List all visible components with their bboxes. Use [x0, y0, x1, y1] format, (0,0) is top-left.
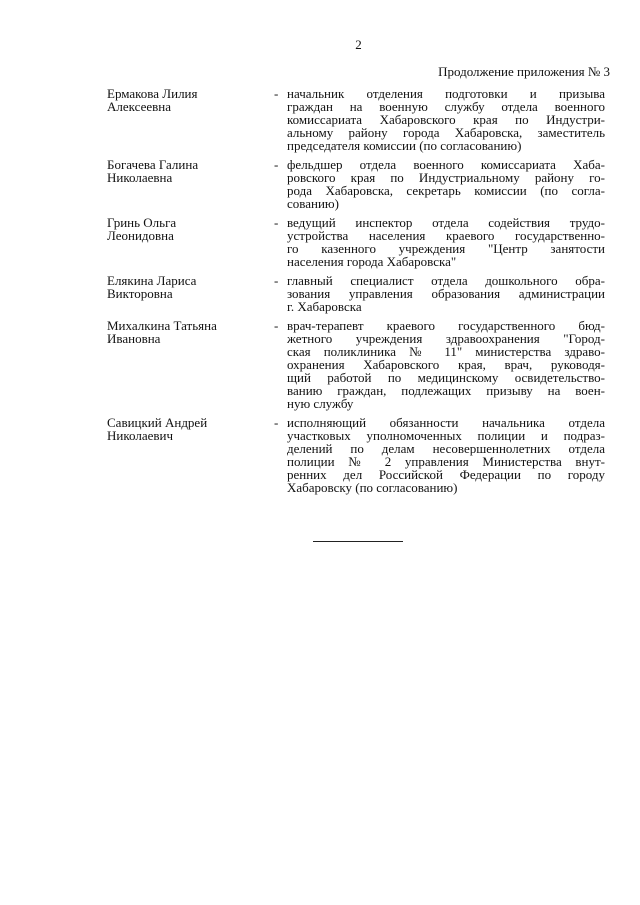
- member-role-line: начальник отделения подготовки и призыва: [287, 86, 605, 101]
- member-role-line: охранения Хабаровского края, врач, руководя-: [287, 357, 605, 372]
- member-row: [107, 158, 607, 210]
- end-divider-line: [313, 541, 403, 542]
- member-role-line: исполняющий обязанности начальника отдела: [287, 415, 605, 430]
- member-role-line: врач-терапевт краевого государственного бюд-: [287, 318, 605, 333]
- member-role-line: сованию): [287, 196, 339, 211]
- member-role-line: рода Хабаровска, секретарь комиссии (по согла-: [287, 183, 605, 198]
- member-role-line: г. Хабаровска: [287, 299, 362, 314]
- separator-dash: -: [274, 157, 279, 172]
- commission-member-list: [107, 87, 607, 500]
- member-role: [287, 87, 605, 152]
- member-name: [107, 319, 274, 410]
- separator-dash: -: [274, 318, 279, 333]
- member-role-line: полиции № 2 управления Министерства внут-: [287, 454, 605, 469]
- member-row: [107, 274, 607, 313]
- member-name: [107, 87, 274, 152]
- member-row: [107, 87, 607, 152]
- member-row: [107, 319, 607, 410]
- member-name-line: Михалкина Татьяна: [107, 318, 217, 333]
- member-name-line: Ермакова Лилия: [107, 86, 198, 101]
- member-role-line: альному району города Хабаровска, заместитель: [287, 125, 605, 140]
- member-name-line: Савицкий Андрей: [107, 415, 208, 430]
- separator-dash: -: [274, 215, 279, 230]
- member-role: [287, 274, 605, 313]
- member-role-line: председателя комиссии (по согласованию): [287, 138, 522, 153]
- member-role-line: ведущий инспектор отдела содействия трудо-: [287, 215, 605, 230]
- separator-dash: -: [274, 273, 279, 288]
- member-role-line: главный специалист отдела дошкольного обра-: [287, 273, 605, 288]
- member-role-line: комиссариата Хабаровского края по Индустри-: [287, 112, 605, 127]
- member-role-line: делений по делам несовершеннолетних отдела: [287, 441, 605, 456]
- member-role-line: Хабаровску (по согласованию): [287, 480, 458, 495]
- separator-dash: -: [274, 415, 279, 430]
- member-role: [287, 319, 605, 410]
- page-number: 2: [355, 37, 362, 52]
- member-name-line: Богачева Галина: [107, 157, 199, 172]
- member-role-line: зования управления образования администрации: [287, 286, 605, 301]
- member-role: [287, 416, 605, 494]
- member-role-line: щий работой по медицинскому освидетельство-: [287, 370, 605, 385]
- member-role: [287, 158, 605, 210]
- member-role-line: граждан на военную службу отдела военного: [287, 99, 605, 114]
- member-role-line: го казенного учреждения "Центр занятости: [287, 241, 605, 256]
- member-name: [107, 216, 274, 268]
- member-row: [107, 216, 607, 268]
- member-name: [107, 416, 274, 494]
- member-role-line: ную службу: [287, 396, 354, 411]
- member-role-line: жетного учреждения здравоохранения "Город-: [287, 331, 605, 346]
- member-name: [107, 158, 274, 210]
- member-name-line: Алексеевна: [107, 99, 171, 114]
- member-role: [287, 216, 605, 268]
- member-name-line: Елякина Лариса: [107, 273, 197, 288]
- member-name-line: Ивановна: [107, 331, 161, 346]
- member-name-line: Николаевич: [107, 428, 173, 443]
- member-role-line: ровского края по Индустриальному району го-: [287, 170, 605, 185]
- member-name-line: Леонидовна: [107, 228, 174, 243]
- member-row: [107, 416, 607, 494]
- member-name: [107, 274, 274, 313]
- appendix-continuation-note: Продолжение приложения № 3: [438, 64, 610, 79]
- member-name-line: Николаевна: [107, 170, 173, 185]
- member-role-line: ская поликлиника № 11" министерства здраво-: [287, 344, 605, 359]
- member-role-line: ренних дел Российской Федерации по городу: [287, 467, 605, 482]
- member-role-line: фельдшер отдела военного комиссариата Хаба-: [287, 157, 605, 172]
- member-role-line: устройства населения краевого государственно-: [287, 228, 605, 243]
- separator-dash: -: [274, 86, 279, 101]
- member-role-line: ванию граждан, подлежащих призыву на воен-: [287, 383, 605, 398]
- member-role-line: участковых уполномоченных полиции и подраз-: [287, 428, 605, 443]
- member-name-line: Викторовна: [107, 286, 173, 301]
- member-name-line: Гринь Ольга: [107, 215, 177, 230]
- member-role-line: населения города Хабаровска": [287, 254, 457, 269]
